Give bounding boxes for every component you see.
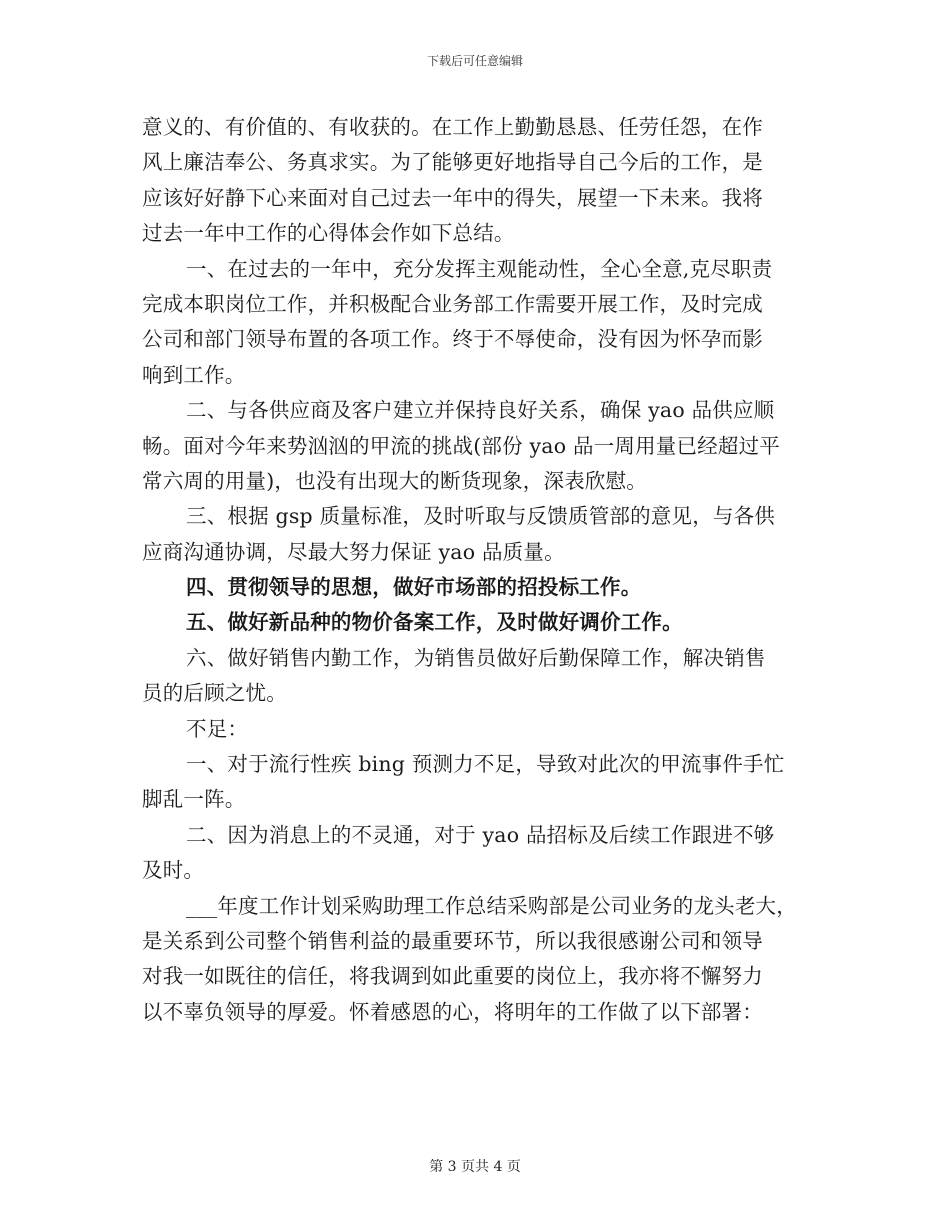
- text-line: 完成本职岗位工作，并积极配合业务部工作需要开展工作，及时完成: [142, 291, 763, 316]
- document-body: [142, 110, 822, 1030]
- text-line: 以不辜负领导的厚爱。怀着感恩的心，将明年的工作做了以下部署：: [142, 999, 763, 1024]
- text-line: 是关系到公司整个销售利益的最重要环节，所以我很感谢公司和领导: [142, 928, 763, 953]
- text-line: 员的后顾之忧。: [142, 681, 287, 706]
- bold-text-line: 四、贯彻领导的思想，做好市场部的招投标工作。: [186, 575, 642, 600]
- text-line: 二、与各供应商及客户建立并保持良好关系，确保 yao 品供应顺: [186, 398, 775, 423]
- page-header: 下载后可任意编辑: [426, 54, 523, 68]
- text-line: 二、因为消息上的不灵通，对于 yao 品招标及后续工作跟进不够: [186, 822, 775, 847]
- text-line: 一、对于流行性疾 bing 预测力不足，导致对此次的甲流事件手忙: [186, 752, 785, 777]
- text-line: 应商沟通协调，尽最大努力保证 yao 品质量。: [142, 539, 565, 564]
- section-heading: 不足：: [186, 716, 249, 741]
- text-line: 过去一年中工作的心得体会作如下总结。: [142, 221, 515, 246]
- text-line: 畅。面对今年来势汹汹的甲流的挑战(部份 yao 品一周用量已经超过平: [142, 433, 780, 458]
- page-footer: 第 3 页共 4 页: [429, 1159, 521, 1175]
- text-line: 对我一如既往的信任，将我调到如此重要的岗位上，我亦将不懈努力: [142, 964, 763, 989]
- text-line: 脚乱一阵。: [142, 787, 246, 812]
- text-line: 公司和部门领导布置的各项工作。终于不辱使命，没有因为怀孕而影: [142, 327, 763, 352]
- bold-text-line: 五、做好新品种的物价备案工作，及时做好调价工作。: [186, 610, 683, 635]
- text-line: 及时。: [142, 858, 205, 883]
- text-line: 风上廉洁奉公、务真求实。为了能够更好地指导自己今后的工作，是: [142, 150, 763, 175]
- text-line: 常六周的用量)，也没有出现大的断货现象，深表欣慰。: [142, 468, 647, 493]
- text-line: 一、在过去的一年中，充分发挥主观能动性，全心全意,克尽职责: [186, 256, 773, 281]
- text-line: 应该好好静下心来面对自己过去一年中的得失，展望一下未来。我将: [142, 185, 763, 210]
- text-line: 响到工作。: [142, 362, 246, 387]
- text-line: 三、根据 gsp 质量标准，及时听取与反馈质管部的意见，与各供: [186, 504, 775, 529]
- text-line: ___年度工作计划采购助理工作总结采购部是公司业务的龙头老大，: [186, 893, 797, 918]
- text-line: 意义的、有价值的、有收获的。在工作上勤勤恳恳、任劳任怨，在作: [142, 115, 763, 139]
- text-line: 六、做好销售内勤工作，为销售员做好后勤保障工作，解决销售: [186, 645, 766, 670]
